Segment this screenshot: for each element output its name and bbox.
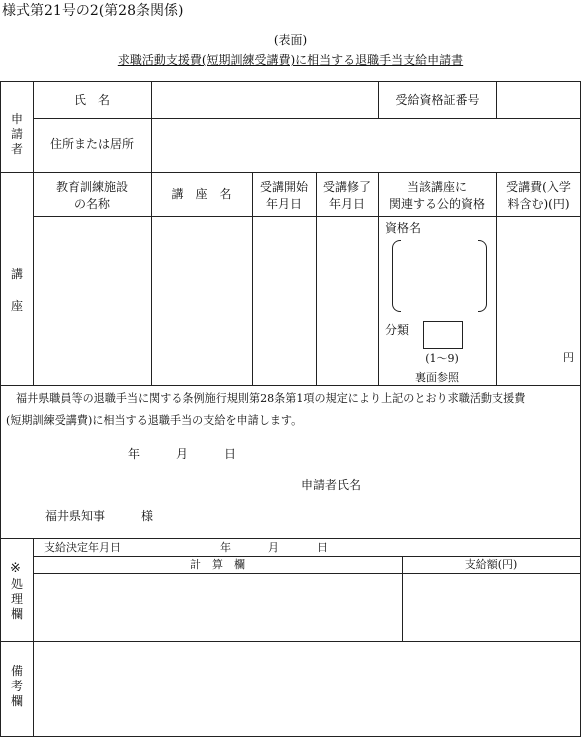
- fee-header: 受講費(入学 料含む)(円): [506, 180, 571, 212]
- course-name-input[interactable]: [152, 217, 252, 385]
- applicant-course-divider: [0, 172, 581, 173]
- facility-input[interactable]: [34, 217, 151, 385]
- application-date-year: 年: [128, 447, 141, 461]
- application-date-month: 月: [176, 447, 189, 461]
- remarks-section-label: 備 考 欄: [10, 664, 23, 708]
- cert-number-label: 受給資格証番号: [395, 93, 480, 107]
- declaration-processing-divider: [0, 538, 581, 539]
- decision-date-month: 月: [268, 541, 279, 554]
- form-number: 様式第21号の2(第28条関係): [2, 3, 184, 19]
- frame-left: [0, 81, 1, 737]
- end-date-input[interactable]: [317, 217, 378, 385]
- category-label: 分類: [385, 323, 410, 337]
- course-section-label: 講 座: [10, 267, 23, 314]
- start-date-header: 受講開始 年月日: [259, 180, 308, 212]
- declaration-line-2: (短期訓練受講費)に相当する退職手当の支給を申請します。: [6, 414, 303, 427]
- side-label: (表面): [273, 33, 308, 47]
- applicant-section-label: 申 請 者: [10, 112, 23, 156]
- facility-header: 教育訓練施設 の名称: [55, 180, 128, 212]
- qualification-name-input[interactable]: [402, 240, 478, 310]
- processing-section-label: 処 理 欄: [10, 577, 23, 621]
- declaration-line-1: 福井県職員等の退職手当に関する条例施行規則第28条第1項の規定により上記のとおり求職活動支援費: [16, 392, 526, 405]
- qualification-bracket-left: [392, 240, 401, 312]
- remarks-input[interactable]: [34, 642, 580, 736]
- decision-date-year: 年: [220, 541, 231, 554]
- category-range: (1～9): [425, 352, 459, 365]
- course-declaration-divider: [0, 385, 581, 386]
- addressee-label: 福井県知事: [45, 509, 106, 523]
- fee-yen-unit: 円: [563, 351, 574, 364]
- application-date-day: 日: [224, 447, 237, 461]
- calc-input[interactable]: [34, 574, 402, 641]
- applicant-signature-label: 申請者氏名: [301, 478, 362, 492]
- address-label: 住所または居所: [49, 137, 134, 151]
- course-name-header: 講 座 名: [171, 187, 232, 201]
- qualification-bracket-right: [478, 240, 487, 312]
- qualification-name-label: 資格名: [385, 221, 422, 235]
- qualification-header: 当該講座に 関連する公的資格: [388, 180, 485, 212]
- name-input[interactable]: [152, 82, 378, 118]
- name-label: 氏 名: [73, 93, 110, 107]
- decision-date-divider: [33, 556, 581, 557]
- see-back-note: 裏面参照: [415, 371, 459, 384]
- applicant-signature-input[interactable]: [370, 474, 570, 496]
- category-input-box[interactable]: [423, 321, 463, 349]
- amount-label: 支給額(円): [464, 558, 518, 571]
- decision-date-label: 支給決定年月日: [44, 541, 121, 554]
- calc-label: 計 算 欄: [190, 558, 245, 571]
- cert-number-input[interactable]: [497, 82, 580, 118]
- start-date-input[interactable]: [253, 217, 316, 385]
- decision-date-day: 日: [317, 541, 328, 554]
- address-input[interactable]: [152, 119, 580, 172]
- addressee-honorific: 様: [141, 509, 154, 523]
- amount-input[interactable]: [403, 574, 580, 641]
- form-title: 求職活動支援費(短期訓練受講費)に相当する退職手当支給申請書: [117, 53, 464, 67]
- processing-mark: ※: [10, 561, 21, 576]
- end-date-header: 受講修了 年月日: [322, 180, 371, 212]
